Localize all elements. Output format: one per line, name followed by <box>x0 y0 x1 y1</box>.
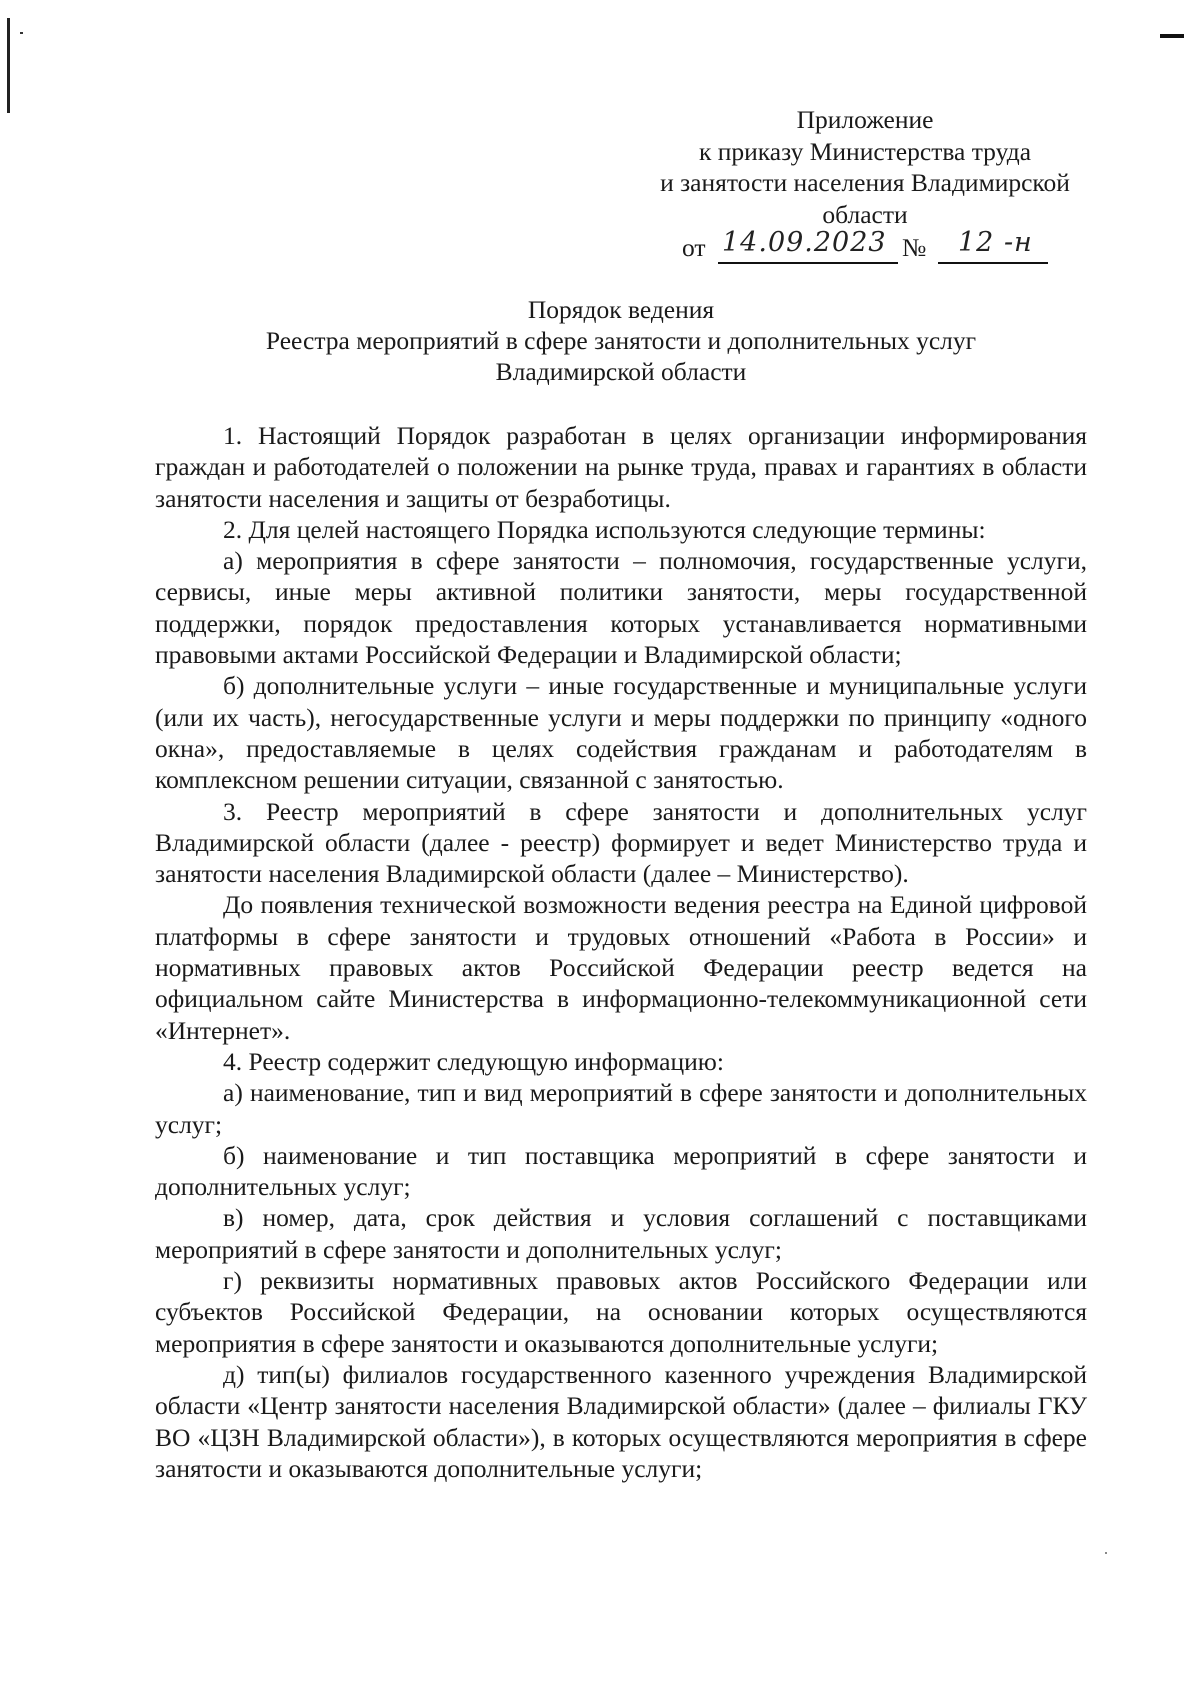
document-body <box>155 420 1087 1484</box>
paragraph: 4. Реестр содержит следующую информацию: <box>223 1046 724 1076</box>
date-underline <box>718 262 898 264</box>
appendix-line: Приложение <box>796 105 934 134</box>
paragraph: 2. Для целей настоящего Порядка используются следующие термины: <box>223 514 986 544</box>
paragraph: б) наименование и тип поставщика мероприятий в сфере занятости и дополнительных услуг; <box>155 1140 1087 1202</box>
title-line: Порядок ведения <box>527 295 715 324</box>
number-prefix: № <box>902 233 927 262</box>
scan-artifact-dot <box>1105 1552 1107 1554</box>
paragraph: а) мероприятия в сфере занятости – полномочия, государственные услуги, сервисы, иные меры активной политики занятости, меры государственной поддержки, порядок предоставления которых устанавливается нормативными правовыми актами Российской Федерации и Владимирской области; <box>155 546 1087 670</box>
order-date-number-line <box>630 227 1100 266</box>
title-line: Владимирской области <box>495 357 747 386</box>
paragraph: До появления технической возможности ведения реестра на Единой цифровой платформы в сфере занятости и трудовых отношений «Работа в России» и нормативных правовых актов Российской Федерации реестр ведется на официальном сайте Министерства в информационно-телекоммуникационной сети «Интернет». <box>155 890 1087 1045</box>
document-title <box>155 294 1087 387</box>
paragraph: а) наименование, тип и вид мероприятий в сфере занятости и дополнительных услуг; <box>155 1078 1087 1139</box>
paragraph: в) номер, дата, срок действия и условия соглашений с поставщиками мероприятий в сфере занятости и дополнительных услуг; <box>155 1203 1087 1264</box>
paragraph: б) дополнительные услуги – иные государственные и муниципальные услуги (или их часть), негосударственные услуги и меры поддержки по принципу «одного окна», предоставляемые в целях содействия гражданам и работодателям в комплексном решении ситуации, связанной с занятостью. <box>155 671 1087 795</box>
number-underline <box>938 262 1048 264</box>
scan-artifact-right-dash <box>1160 34 1184 38</box>
handwritten-date: 14.09.2023 <box>722 227 887 258</box>
appendix-line: к приказу Министерства труда <box>698 136 1032 166</box>
scan-artifact-dot <box>20 32 23 34</box>
handwritten-number: 12 -н <box>958 227 1033 258</box>
paragraph: 1. Настоящий Порядок разработан в целях организации информирования граждан и работодателей о положении на рынке труда, правах и гарантиях в области занятости населения и защиты от безработицы. <box>155 421 1087 513</box>
appendix-header <box>630 104 1100 266</box>
appendix-line: и занятости населения Владимирской <box>660 168 1070 197</box>
date-prefix: от <box>682 233 706 262</box>
paragraph: г) реквизиты нормативных правовых актов Российского Федерации или субъектов Российской Федерации, на основании которых осуществляются мероприятия в сфере занятости и оказываются дополнительные услуги; <box>155 1266 1087 1358</box>
title-line: Реестра мероприятий в сфере занятости и дополнительных услуг <box>265 326 977 355</box>
scan-artifact-left-bar <box>7 18 10 113</box>
paragraph: 3. Реестр мероприятий в сфере занятости и дополнительных услуг Владимирской области (далее - реестр) формирует и ведет Министерство труда и занятости населения Владимирской области (далее – Министерство). <box>155 796 1087 889</box>
appendix-line: области <box>822 199 908 229</box>
paragraph: д) тип(ы) филиалов государственного казенного учреждения Владимирской области «Центр занятости населения Владимирской области» (далее – филиалы ГКУ ВО «ЦЗН Владимирской области»), в которых осуществляются мероприятия в сфере занятости и оказываются дополнительные услуги; <box>155 1359 1087 1483</box>
